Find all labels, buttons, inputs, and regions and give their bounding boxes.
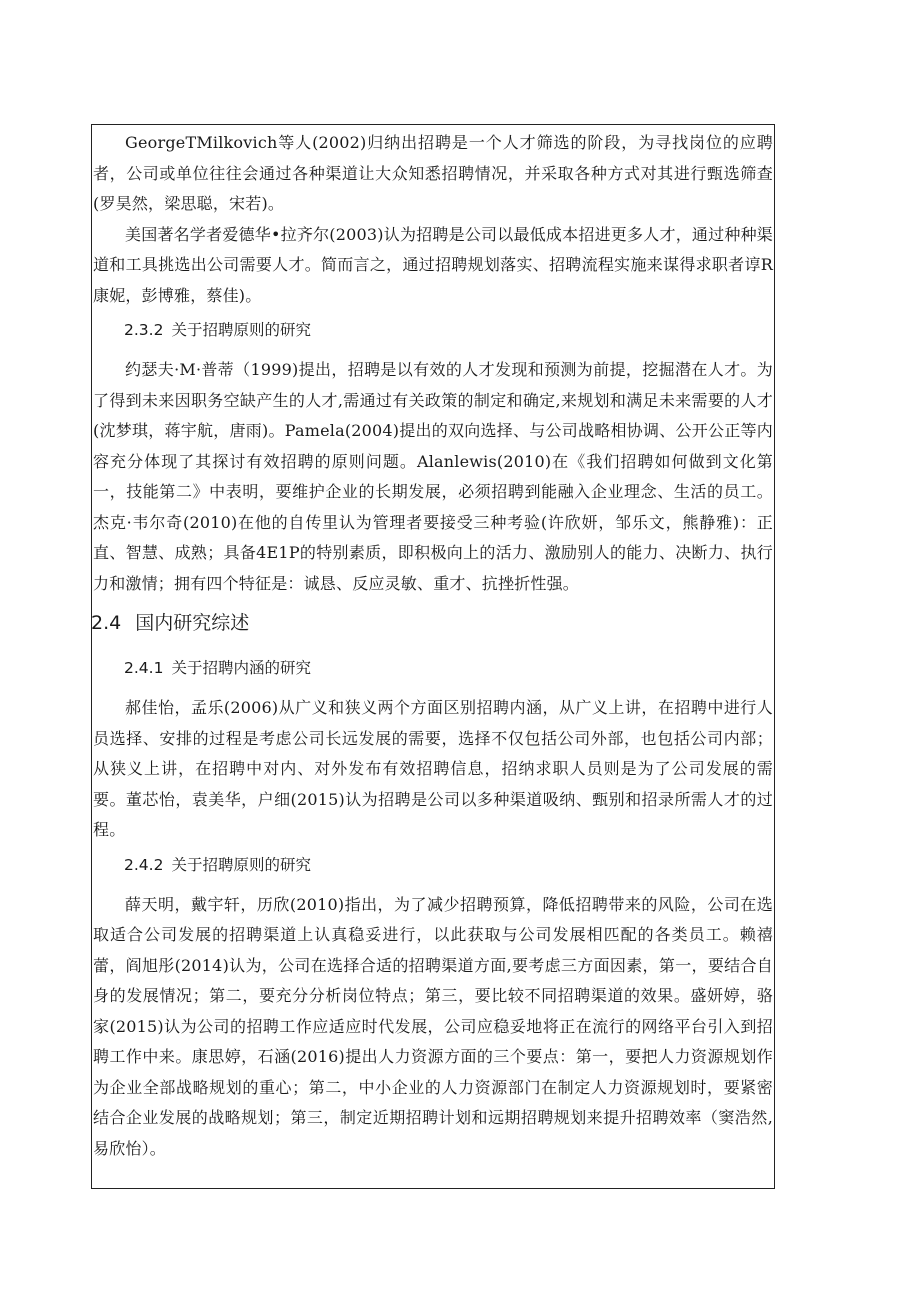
heading-number: 2.3.2 bbox=[124, 321, 164, 339]
heading-2-3-2 bbox=[93, 315, 773, 345]
paragraph-milkovich: GeorgeTMilkovich等人(2002)归纳出招聘是一个人才筛选的阶段，为寻找岗位的应聘者，公司或单位往往会通过各种渠道让大众知悉招聘情况，并采取各种方式对其进行甄选筛查(罗昊然，梁思聪，宋若)。 bbox=[93, 133, 773, 213]
heading-2-4-1 bbox=[93, 653, 773, 683]
paragraph-putti: 约瑟夫·M·普蒂（1999)提出，招聘是以有效的人才发现和预测为前提，挖掘潜在人才。为了得到未来因职务空缺产生的人才,需通过有关政策的制定和确定,来规划和满足未来需要的人才(沈梦琪，蒋宇航，唐雨)。Pamela(2004)提出的双向选择、与公司战略相协调、公开公正等内容充分体现了其探讨有效招聘的原则问题。Alanlewis(2010)在《我们招聘如何做到文化第一，技能第二》中表明，要维护企业的长期发展，必须招聘到能融入企业理念、生活的员工。杰克·韦尔奇(2010)在他的自传里认为管理者要接受三种考验(许欣妍，邹乐文，熊静雅)：正直、智慧、成熟；具备4E1P的特别素质，即积极向上的活力、激励别人的能力、决断力、执行力和激情；拥有四个特征是：诚恳、反应灵敏、重才、抗挫折性强。 bbox=[93, 360, 773, 593]
heading-text: 关于招聘内涵的研究 bbox=[171, 659, 311, 677]
paragraph-xue: 薛天明，戴宇轩，历欣(2010)指出，为了减少招聘预算，降低招聘带来的风险，公司在选取适合公司发展的招聘渠道上认真稳妥进行，以此获取与公司发展相匹配的各类员工。赖禧蕾，阎旭彤(2014)认为，公司在选择合适的招聘渠道方面,要考虑三方面因素，第一，要结合自身的发展情况；第二，要充分分析岗位特点；第三，要比较不同招聘渠道的效果。盛妍婷，骆家(2015)认为公司的招聘工作应适应时代发展，公司应稳妥地将正在流行的网络平台引入到招聘工作中来。康思婷，石涵(2016)提出人力资源方面的三个要点：第一，要把人力资源规划作为企业全部战略规划的重心；第二，中小企业的人力资源部门在制定人力资源规划时，要紧密结合企业发展的战略规划；第三，制定近期招聘计划和远期招聘规划来提升招聘效率（窦浩然,易欣怡）。 bbox=[93, 894, 773, 1158]
paragraph-lazear: 美国著名学者爱德华•拉齐尔(2003)认为招聘是公司以最低成本招进更多人才，通过种种渠道和工具挑选出公司需要人才。简而言之，通过招聘规划落实、招聘流程实施来谋得求职者谆R康妮，彭博雅，蔡佳)。 bbox=[93, 224, 773, 305]
heading-number: 2.4.1 bbox=[124, 659, 164, 677]
heading-2-4-2 bbox=[93, 850, 773, 880]
heading-number: 2.4 bbox=[91, 612, 122, 634]
heading-text: 关于招聘原则的研究 bbox=[171, 855, 311, 874]
heading-text: 国内研究综述 bbox=[135, 612, 250, 634]
paragraph-hao: 郝佳怡，孟乐(2006)从广义和狭义两个方面区别招聘内涵，从广义上讲，在招聘中进行人员选择、安排的过程是考虑公司长远发展的需要，选择不仅包括公司外部，也包括公司内部；从狭义上讲，在招聘中对内、对外发布有效招聘信息，招纳求职人员则是为了公司发展的需要。董芯怡，袁美华，户细(2015)认为招聘是公司以多种渠道吸纳、甄别和招录所需人才的过程。 bbox=[93, 698, 773, 839]
heading-text: 关于招聘原则的研究 bbox=[171, 321, 311, 339]
heading-2-4 bbox=[91, 605, 773, 641]
heading-number: 2.4.2 bbox=[124, 855, 164, 874]
document-body bbox=[93, 128, 773, 1164]
